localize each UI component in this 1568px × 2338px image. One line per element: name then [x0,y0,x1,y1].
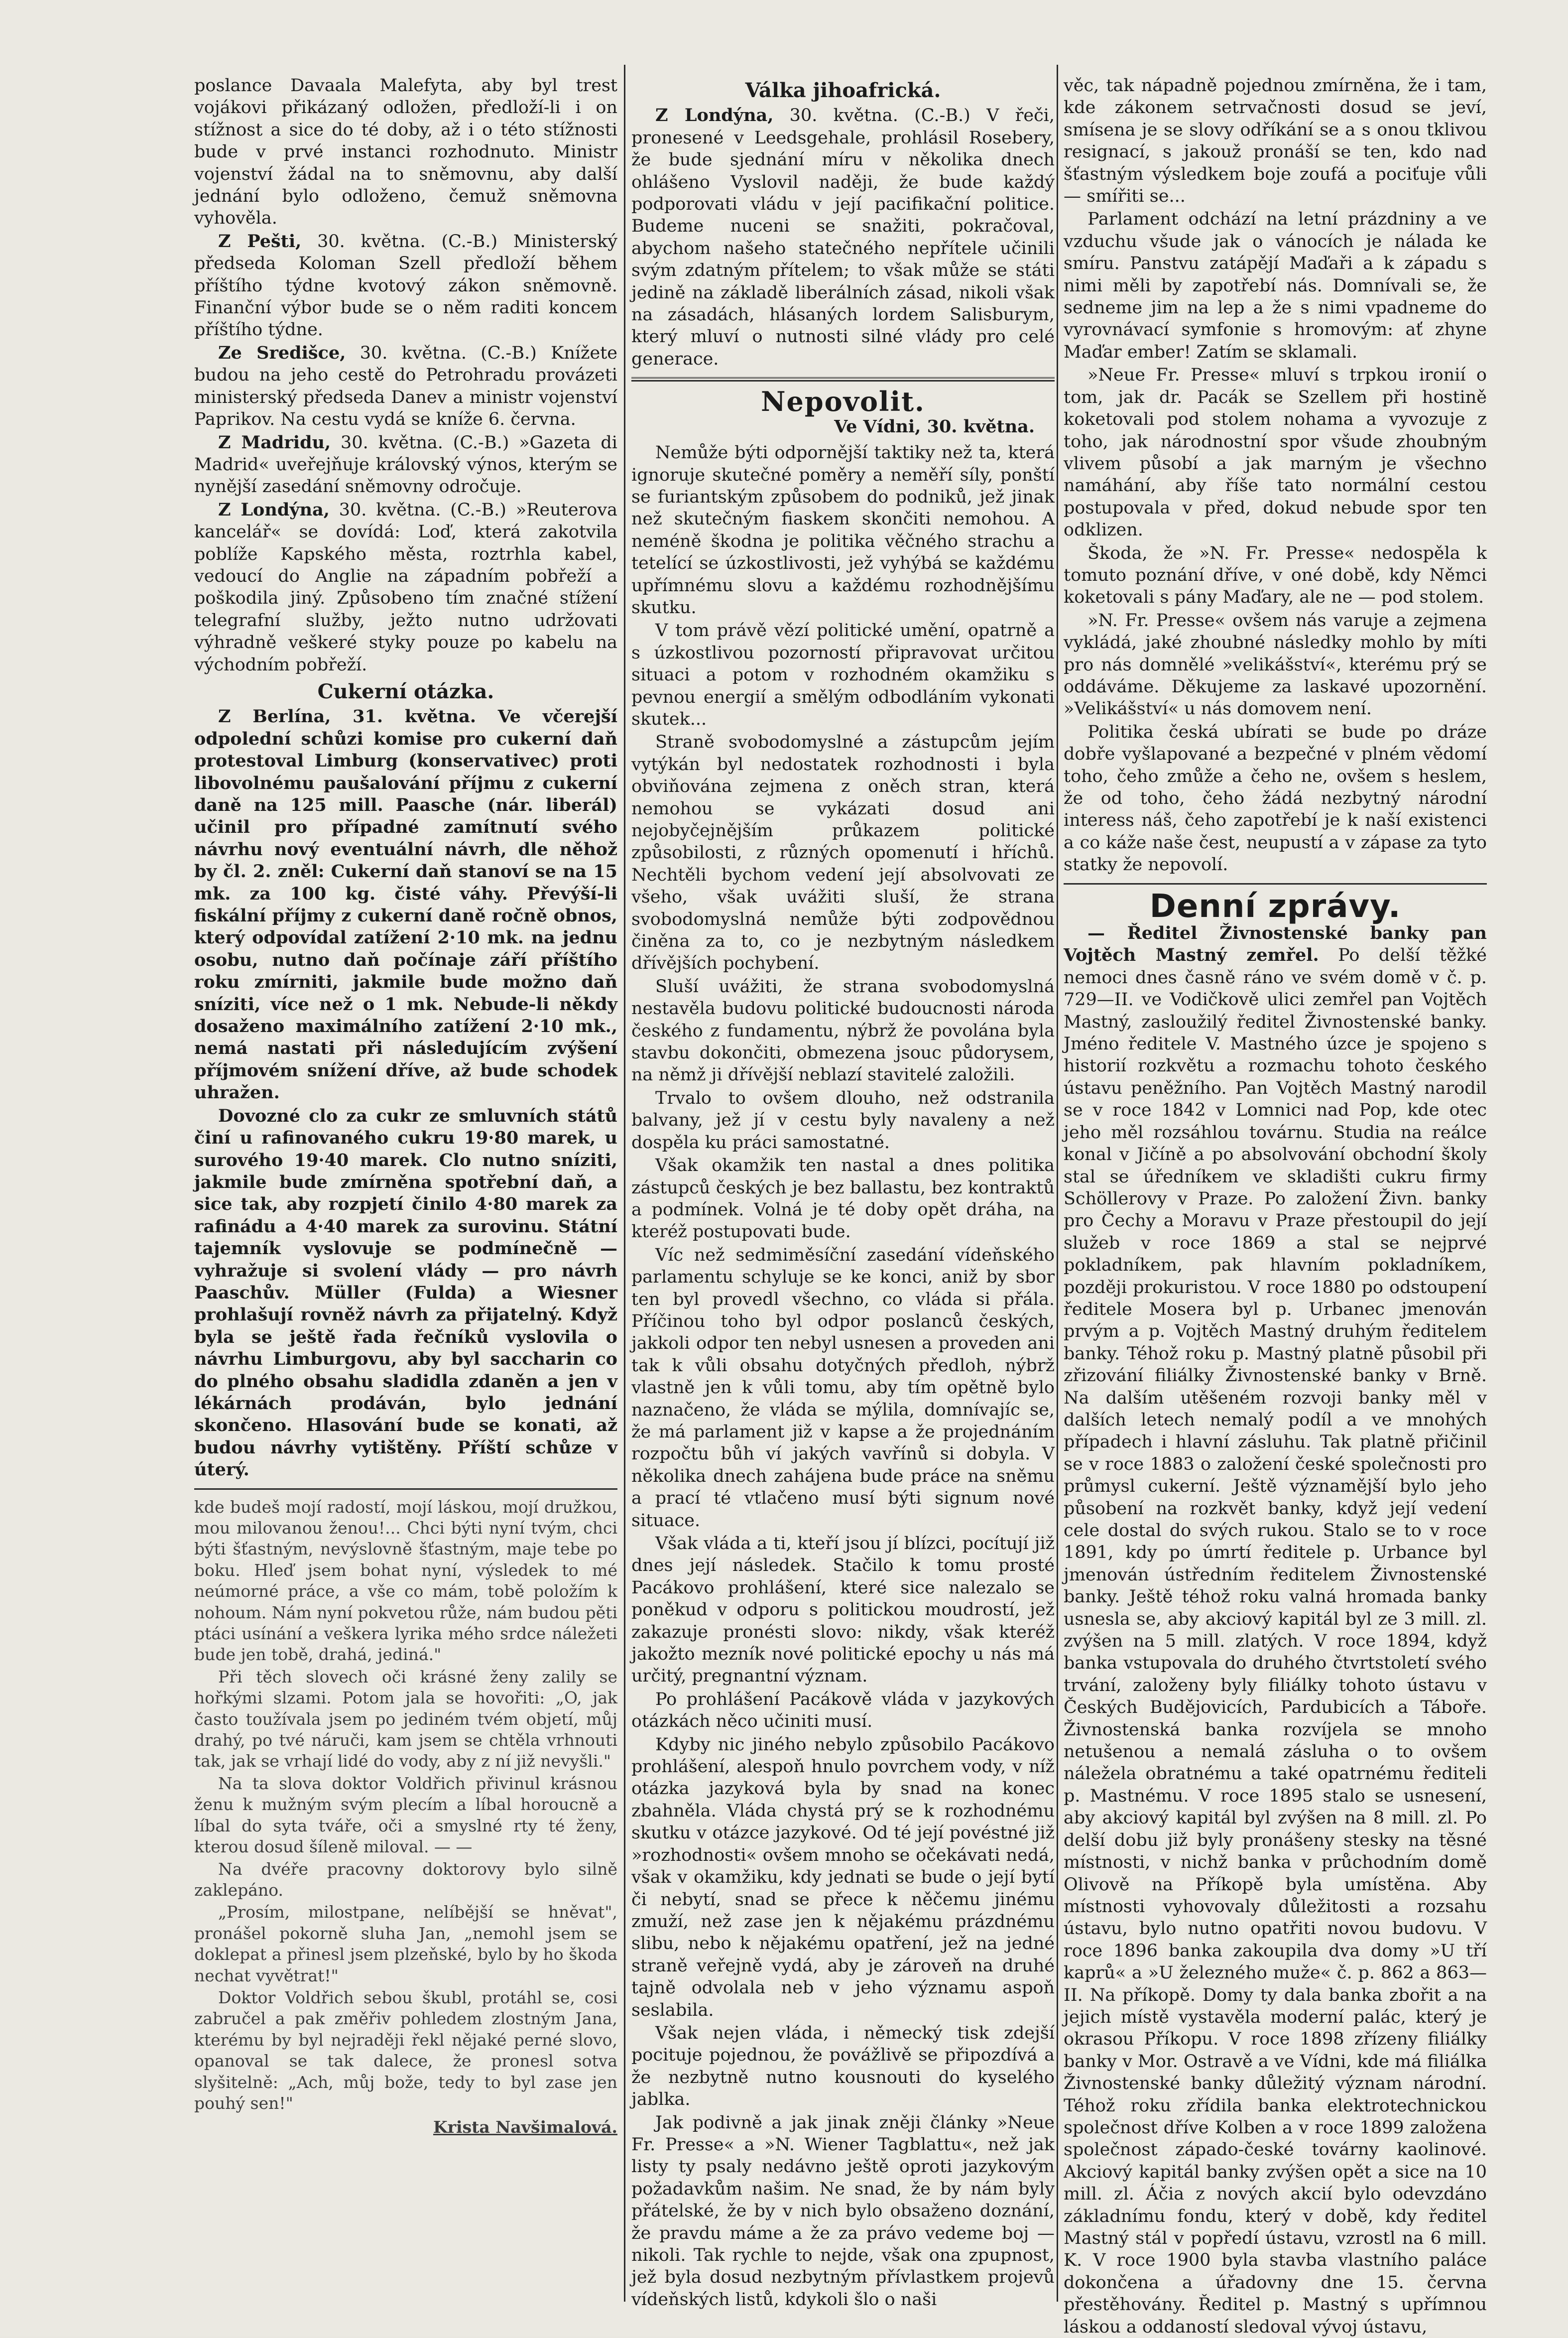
paragraph: Straně svobodomyslné a zástupcům jejím vytýkán byl nedostatek rozhodnosti i byla obviňována zejmena z oněch stran, která nemohou se vykázati dosud ani nejobyčejnějším průkazem politické způsobilosti, z různých opomenutí i hříchů. Nechtěli bychom vedení její absolvovati ze všeho, však uvážiti sluší, že strana svobodomyslná nemůže býti zodpovědnou činěna za to, co je nezbytným následkem dřívějších pochybení. [631,732,1055,974]
paragraph: Parlament odchází na letní prázdniny a ve vzduchu všude jak o vánocích je nálada ke smíru. Panstvu zatápějí Maďaři a k západu s nimi měli by zapotřebí nás. Domnívali se, že sedneme jim na lep a že s nimi vpadneme do vyrovnávací symfonie s hromovým: ať zhyne Maďar ember! Zatím se sklamali. [1064,209,1487,362]
paragraph: Jak podivně a jak jinak zněji články »Neue Fr. Presse« a »N. Wiener Tagblattu«, než jak listy ty psaly nedávno ještě oproti jazykovým požadavkům našim. Ne snad, že by nám byly přátelské, že by v nich bylo obsaženo doznání, že pravdu máme a že za právo vedeme boj — nikoli. Tak rychle to nejde, však ona zpupnost, jež byla dosud nezbytným přívlastkem projevů vídeňských listů, kdykoli šlo o naši [631,2112,1055,2310]
paragraph: Sluší uvážiti, že strana svobodomyslná nestavěla budovu politické budoucnosti národa českého z fundamentu, nýbrž že povolána byla stavbu dokončiti, obmezena jsouc půdorysem, na němž ji dřívější neblazí stavitelé založili. [631,976,1055,1085]
paragraph: Víc než sedmiměsíční zasedání vídeňského parlamentu schyluje se ke konci, aniž by sbor ten byl provedl všechno, co vláda si přála. Příčinou toho byl odpor poslanců českých, jakkoli odpor ten nebyl usnesen a proveden ani tak k vůli obsahu dotyčných předloh, nýbrž vlastně jen k vůli tomu, aby tím opětně bylo naznačeno, že vláda se mýlila, domnívajíc se, že má parlament již v kapse a že projednáním rozpočtu bůh ví jakých vavřínů si dobyla. V několika dnech zahájena bude práce na sněmu a prací té vtlačeno musí býti signum nové situace. [631,1245,1055,1531]
column-rule-right [1057,65,1058,2302]
paragraph: Však vláda a ti, kteří jsou jí blízci, pocítují již dnes její následek. Stačilo k tomu prosté Pacákovo prohlášení, které sice nalezalo se poněkud v odporu s politickou moudrostí, jež zakazuje pronésti slovo: nikdy, však kteréž jakožto mezník nové politické epochy u nás má určitý, pregnantní význam. [631,1534,1055,1687]
section-title: Denní zprávy. [1149,888,1401,925]
news-item [631,105,1055,370]
dateline: Z Berlína, [218,706,331,727]
article-dateline: Ve Vídni, 30. května. [834,416,1035,437]
paragraph: Kdyby nic jiného nebylo způsobilo Pacákovo prohlášení, alespoň hnulo povrchem vody, v níž otázka jazyková byla by snad na konec zbahněla. Vláda chystá prý se k rozhodnému skutku v otázce jazykové. Od té její povéstné již »rozhodnosti« ovšem mnoho se očekávati nedá, však v okamžiku, kdy jednati se bude o její bytí či nebytí, snad se přece k něčemu jinému zmuží, než zase jen k nějakému prázdnému slibu, nebo k nějakému opatření, jež na jedné straně veřejně vydá, aby je zároveň na druhé tajně odvolala neb v jeho významu aspoň seslabila. [631,1734,1055,2020]
column-rule-left [624,65,625,2302]
paragraph: Politika česká ubírati se bude po dráze dobře vyšlapované a bezpečné v plném vědomí toho, čeho zmůže a čeho ne, ovšem s heslem, že od toho, čeho žádá nezbytný národní interess náš, čeho zapotřebí je k naší existenci a co káže naše čest, neupustí a v zápase za tyto statky že nepovolí. [1064,722,1487,875]
paragraph: »N. Fr. Presse« ovšem nás varuje a zejmena vykládá, jaké zhoubné následky mohlo by míti pro nás domnělé »velikášství«, kterému prý se oddáváme. Děkujeme za laskavé upozornění. »Velikášství« u nás domovem není. [1064,610,1487,719]
news-text: 30. května. (C.-B.) Knížete budou na jeho cestě do Petrohradu provázeti ministerský předseda Danev a ministr vojenství Paprikov. Na cestu vydá se kníže 6. června. [194,343,617,430]
column-middle [631,75,1055,2310]
news-item [194,706,617,1104]
feuilleton [194,1497,617,2138]
column-left [194,75,617,2302]
paragraph: Nemůže býti odpornější taktiky než ta, která ignoruje skutečné poměry a neměří síly, ponští se furiantským způsobem do podniků, jež jinak než skutečným fiaskem skončiti nemohou. A neméně škodna je politika věčného strachu a tetelící se úzkostlivosti, jež vyhýbá se každému upřímnému slovu a každému rozhodnějšímu skutku. [631,443,1055,618]
dateline: Z Pešti, [218,231,302,252]
feuilleton-paragraph: Při těch slovech oči krásné ženy zalily se hořkými slzami. Potom jala se hovořiti: „O, jak často toužívala jsem po jediném tvém objetí, můj drahý, po tvé náruči, kam jsem se chtěla vrhnouti tak, jak se vrhají lidé do vody, aby z ní již nevyšli." [194,1667,617,1771]
news-item [194,342,617,431]
dateline: Z Madridu, [218,432,331,453]
news-text: 30. května. (C.-B.) »Reuterova kancelář« se dovídá: Loď, která zakotvila poblíže Kapského města, roztrhla kabel, vedoucí do Anglie na západním pobřeží a poškodila jiný. Způsobeno tím značné stížení telegrafní služby, ježto nutno udržovati výhradně veškeré styky pouze po kabelu na východním pobřeží. [194,500,617,675]
news-text: 30. května. (C.-B.) V řeči, pronesené v Leedsgehale, prohlásil Rosebery, že bude sjednání míru v několika dnech ohlášeno Vyslovil naději, že bude každý podporovati vládu v její pacifikační politice. Budeme nuceni se snažiti, pokračoval, abychom našeho statečného nepřítele učinili svým zdatným přítelem; to však může se státi jedině na základě liberálních zásad, nikoli však na zásadách, hlásaných lordem Salisburym, který mluví o nutnosti silné vlády pro celé generace. [631,106,1055,369]
dateline: Z Londýna, [655,105,774,126]
news-text: 30. května. (C.-B.) Ministerský předseda Koloman Szell předloží během příštího týdne kvotový zákon sněmovně. Finanční výbor bude se o něm raditi koncem příštího týdne. [194,231,618,340]
paragraph: Škoda, že »N. Fr. Presse« nedospěla k tomuto poznání dříve, v oné době, kdy Němci koketovali s pány Maďary, ale ne — pod stolem. [1064,543,1487,608]
section-divider [1064,883,1487,885]
news-text: 30. května. (C.-B.) »Gazeta di Madrid« uveřejňuje královský výnos, kterým se nynější zasedání sněmovny odročuje. [194,432,617,497]
section-divider [631,377,1055,382]
news-text: Po delší těžké nemoci dnes časně ráno ve svém domě v č. p. 729—II. ve Vodičkově ulici zemřel pan Vojtěch Mastný, zasloužilý ředitel Živnostenské banky. Jméno ředitele V. Mastného úzce je spojeno s historií rozkvětu a rozmachu tohoto českého ústavu peněžního. Pan Vojtěch Mastný narodil se v roce 1842 v Lomnici nad Pop, kde otec jeho měl rozsáhlou továrnu. Studia na reálce konal v Jičíně a po absolvování obchodní školy stal se úředníkem ve skladišti cukru firmy Schöllerovy v Praze. Po založení Živn. banky pro Čechy a Moravu v Praze přestoupil do její služeb v roce 1869 a stal se nejprvé pokladníkem, pak hlavním pokladníkem, později prokuristou. V roce 1880 po odstoupení ředitele Mosera byl p. Urbanec jmenován prvým a p. Vojtěch Mastný druhým ředitelem banky. Téhož roku p. Mastný platně působil při zřizování filiálky Živnostenské banky v Brně. Na dalším utěšeném rozvoji banky měl v dalších letech nemalý podíl a ve mnohých případech i hlavní zásluhu. Tak platně přičinil se v roce 1883 o založení české společnosti pro průmysl cukerní. Ještě významější bylo jeho působení na rozkvět banky, když její vedení cele dostal do svých rukou. Stalo se to v roce 1891, kdy po úmrtí ředitele p. Urbance byl jmenován ústředním ředitelem Živnostenské banky. Ještě téhož roku valná hromada banky usnesla se, aby akciový kapitál byl ze 3 mill. zl. zvýšen na 5 mill. zlatých. V roce 1894, když banka vstupovala do druhého čtvrtstoletí svého trvání, založeny byly filiálky tohoto ústavu v Českých Budějovicích, Pardubicích a Táboře. Živnostenská banka rozvíjela se mnoho netušenou a nemalá zásluha o to ovšem náležela obratnému a také opatrnému řediteli p. Mastnému. V roce 1895 stalo se usnesení, aby akciový kapitál byl zvýšen na 8 mill. zl. Po delší dobu již byly pronášeny stesky na těsné místnosti, v nichž banka v průchodním domě Olivově na Příkopě byla umístěna. Aby místnosti vyhovovaly důležitosti a rozsahu ústavu, bylo nutno opatřiti novou budovu. V roce 1896 banka zakoupila dva domy »U tří kaprů« a »U železného muže« č. p. 862 a 863—II. Na příkopě. Domy ty dala banka zbořit a na jejich místě vystavěla moderní palác, který je okrasou Příkopu. V roce 1898 zřízeny filiálky banky v Mor. Ostravě a ve Vídni, kde má filiálka Živnostenské banky důležitý význam národní. Téhož roku zřídila banka elektrotechnickou společnost dříve Kolben a v roce 1899 založena společnost západo-české továrny kaolinové. Akciový kapitál banky zvýšen opět a sice na 10 mill. zl. Áčia z nových akcií bylo odevzdáno základnímu fondu, který v době, kdy ředitel Mastný stál v popředí ústavu, vzrostl na 6 mill. K. V roce 1900 byla stavba vlastního paláce dokončena a úřadovny dne 15. června přestěhovány. Ředitel p. Mastný s upřímnou láskou a oddaností sledoval vývoj ústavu, [1064,945,1487,2337]
news-item [1064,922,1487,2338]
column-right [1064,75,1487,2337]
dateline: Z Londýna, [218,499,330,520]
author-signature: Krista Navšimalová. [433,2117,617,2137]
feuilleton-paragraph: Doktor Voldřich sebou škubl, protáhl se, cosi zabručel a pak změřiv pohledem zlostným Jana, kterému by byl nejraději řekl nějaké perné slovo, opanoval se tak dalece, že pronesl sotva slyšitelně: „Ach, můj bože, tedy to byl zase jen pouhý sen!" [194,1987,617,2113]
section-heading: Válka jihoafrická. [745,79,941,102]
paragraph: V tom právě vězí politické umění, opatrně a s úzkostlivou pozorností připravovat určitou situaci a potom v rozhodném okamžiku s pevnou energií a smělým odbodláním vykonati skutek... [631,621,1055,729]
paragraph: »Neue Fr. Presse« mluví s trpkou ironií o tom, jak dr. Pacák se Szellem při hostině koketovali pod stolem nohama a vyvozuje z toho, jak národnostní spor všude zhoubným vlivem působí a jak marným je všechno namáhání, aby říše tato normální cestou postupovala v před, dokud nebude spor ten odklizen. [1064,365,1487,540]
paragraph: Dovozné clo za cukr ze smluvních států činí u rafinovaného cukru 19·80 marek, u surového 19·40 marek. Clo nutno sníziti, jakmile bude zmírněna spotřební daň, a sice tak, aby rozpjetí činilo 4·80 marek za rafinádu a 4·40 marek za surovinu. Státní tajemník vyslovuje se podmínečně — vyhražuje si svolení vlády — pro návrh Paaschův. Müller (Fulda) a Wiesner prohlašují rovněž návrh za přijatelný. Když byla se ještě řada řečníků vyslovila o návrhu Limburgovu, aby byl saccharin co do plného obsahu sladidla zdaněn a jen v lékárnách prodáván, bylo jednání skončeno. Hlasování bude se konati, až budou návrhy vytištěny. Příští schůze v úterý. [194,1105,617,1480]
news-item [194,231,617,341]
paragraph: Po prohlášení Pacákově vláda v jazykových otázkách něco učiniti musí. [631,1689,1055,1732]
news-text: 31. května. Ve včerejší odpolední schůzi komise pro cukerní daň protestoval Limburg (konservativec) proti libovolnému paušalování příjmu z cukerní daně na 125 mill. Paasche (nár. liberál) učinil pro případné zamítnutí svého návrhu nový eventuální návrh, dle něhož by čl. 2. zněl: Cukerní daň stanoví se na 15 mk. za 100 kg. čisté váhy. Převýší-li fiskální příjmy z cukerní daně ročně obnos, který odpovídal zatížení 2·10 mk. na jednu osobu, nutno daň počínaje září příštího roku zmírniti, jakmile bude možno daň sníziti, více než o 1 mk. Nebude-li někdy dosaženo maximálního zatížení 2·10 mk., nemá nastati při následujícím zvýšení příjmovém snížení dříve, až bude schodek uhražen. [194,706,617,1103]
section-heading: Cukerní otázka. [317,679,494,703]
news-item [194,432,617,498]
news-lead: — Ředitel Živnostenské banky pan Vojtěch Mastný zemřel. [1064,923,1487,966]
paragraph: Trvalo to ovšem dlouho, než odstranila balvany, jež jí v cestu byly navaleny a než dospěla ku práci samostatné. [631,1088,1055,1153]
feuilleton-paragraph: „Prosím, milostpane, nelíbější se hněvat", pronášel pokorně sluha Jan, „nemohl jsem se doklepat a přinesl jsem plzeňské, bylo by ho škoda nechat vyvětrat!" [194,1902,617,1985]
feuilleton-paragraph: kde budeš mojí radostí, mojí láskou, mojí družkou, mou milovanou ženou!... Chci býti nyní tvým, chci býti šťastným, nevýslovně šťastným, maje tebe po boku. Hleď jsem bohat nyní, výsledek to mé neúmorné práce, a vše co mám, tobě položím k nohoum. Nám nyní pokvetou růže, nám budou pěti ptáci usínání a veškera lyrika mého srdce náležeti bude jen tobě, drahá, jediná." [194,1497,617,1665]
feuilleton-paragraph: Na ta slova doktor Voldřich přivinul krásnou ženu k mužným svým plecím a líbal horoucně a líbal do syta tváře, oči a smyslné rty té ženy, kterou dosud šíleně miloval. — — [194,1773,617,1857]
paragraph: Však nejen vláda, i německý tisk zdejší pocituje pojednou, že povážlivě se připozdívá a že nezbytně nutno kousnouti do kyselého jablka. [631,2023,1055,2110]
paragraph: Však okamžik ten nastal a dnes politika zástupců českých je bez ballastu, bez kontraktů a podmínek. Volná je té doby opět dráha, na kteréž postupovati bude. [631,1156,1055,1242]
news-item [194,499,617,676]
paragraph: věc, tak nápadně pojednou zmírněna, že i tam, kde zákonem setrvačnosti dosud se jeví, smísena je se slovy odříkání se a s onou tklivou resignací, s jakouž pronáší se ten, kdo nad šťastným výsledkem boje zoufá a pociťuje vůli — smířiti se... [1064,76,1487,207]
article-title: Nepovolit. [761,386,925,418]
dateline: Ze Središce, [218,342,346,363]
paragraph: poslance Davaala Malefyta, aby byl trest vojákovi přikázaný odložen, předloží-li i on stížnost a sice do té doby, až i o této stížnosti bude v prvé instanci rozhodnuto. Ministr vojenství žádal na to sněmovnu, aby další jednání bylo odloženo, čemuž sněmovna vyhověla. [194,76,617,229]
section-divider [194,1488,617,1490]
feuilleton-paragraph: Na dvéře pracovny doktorovy bylo silně zaklepáno. [194,1859,617,1900]
